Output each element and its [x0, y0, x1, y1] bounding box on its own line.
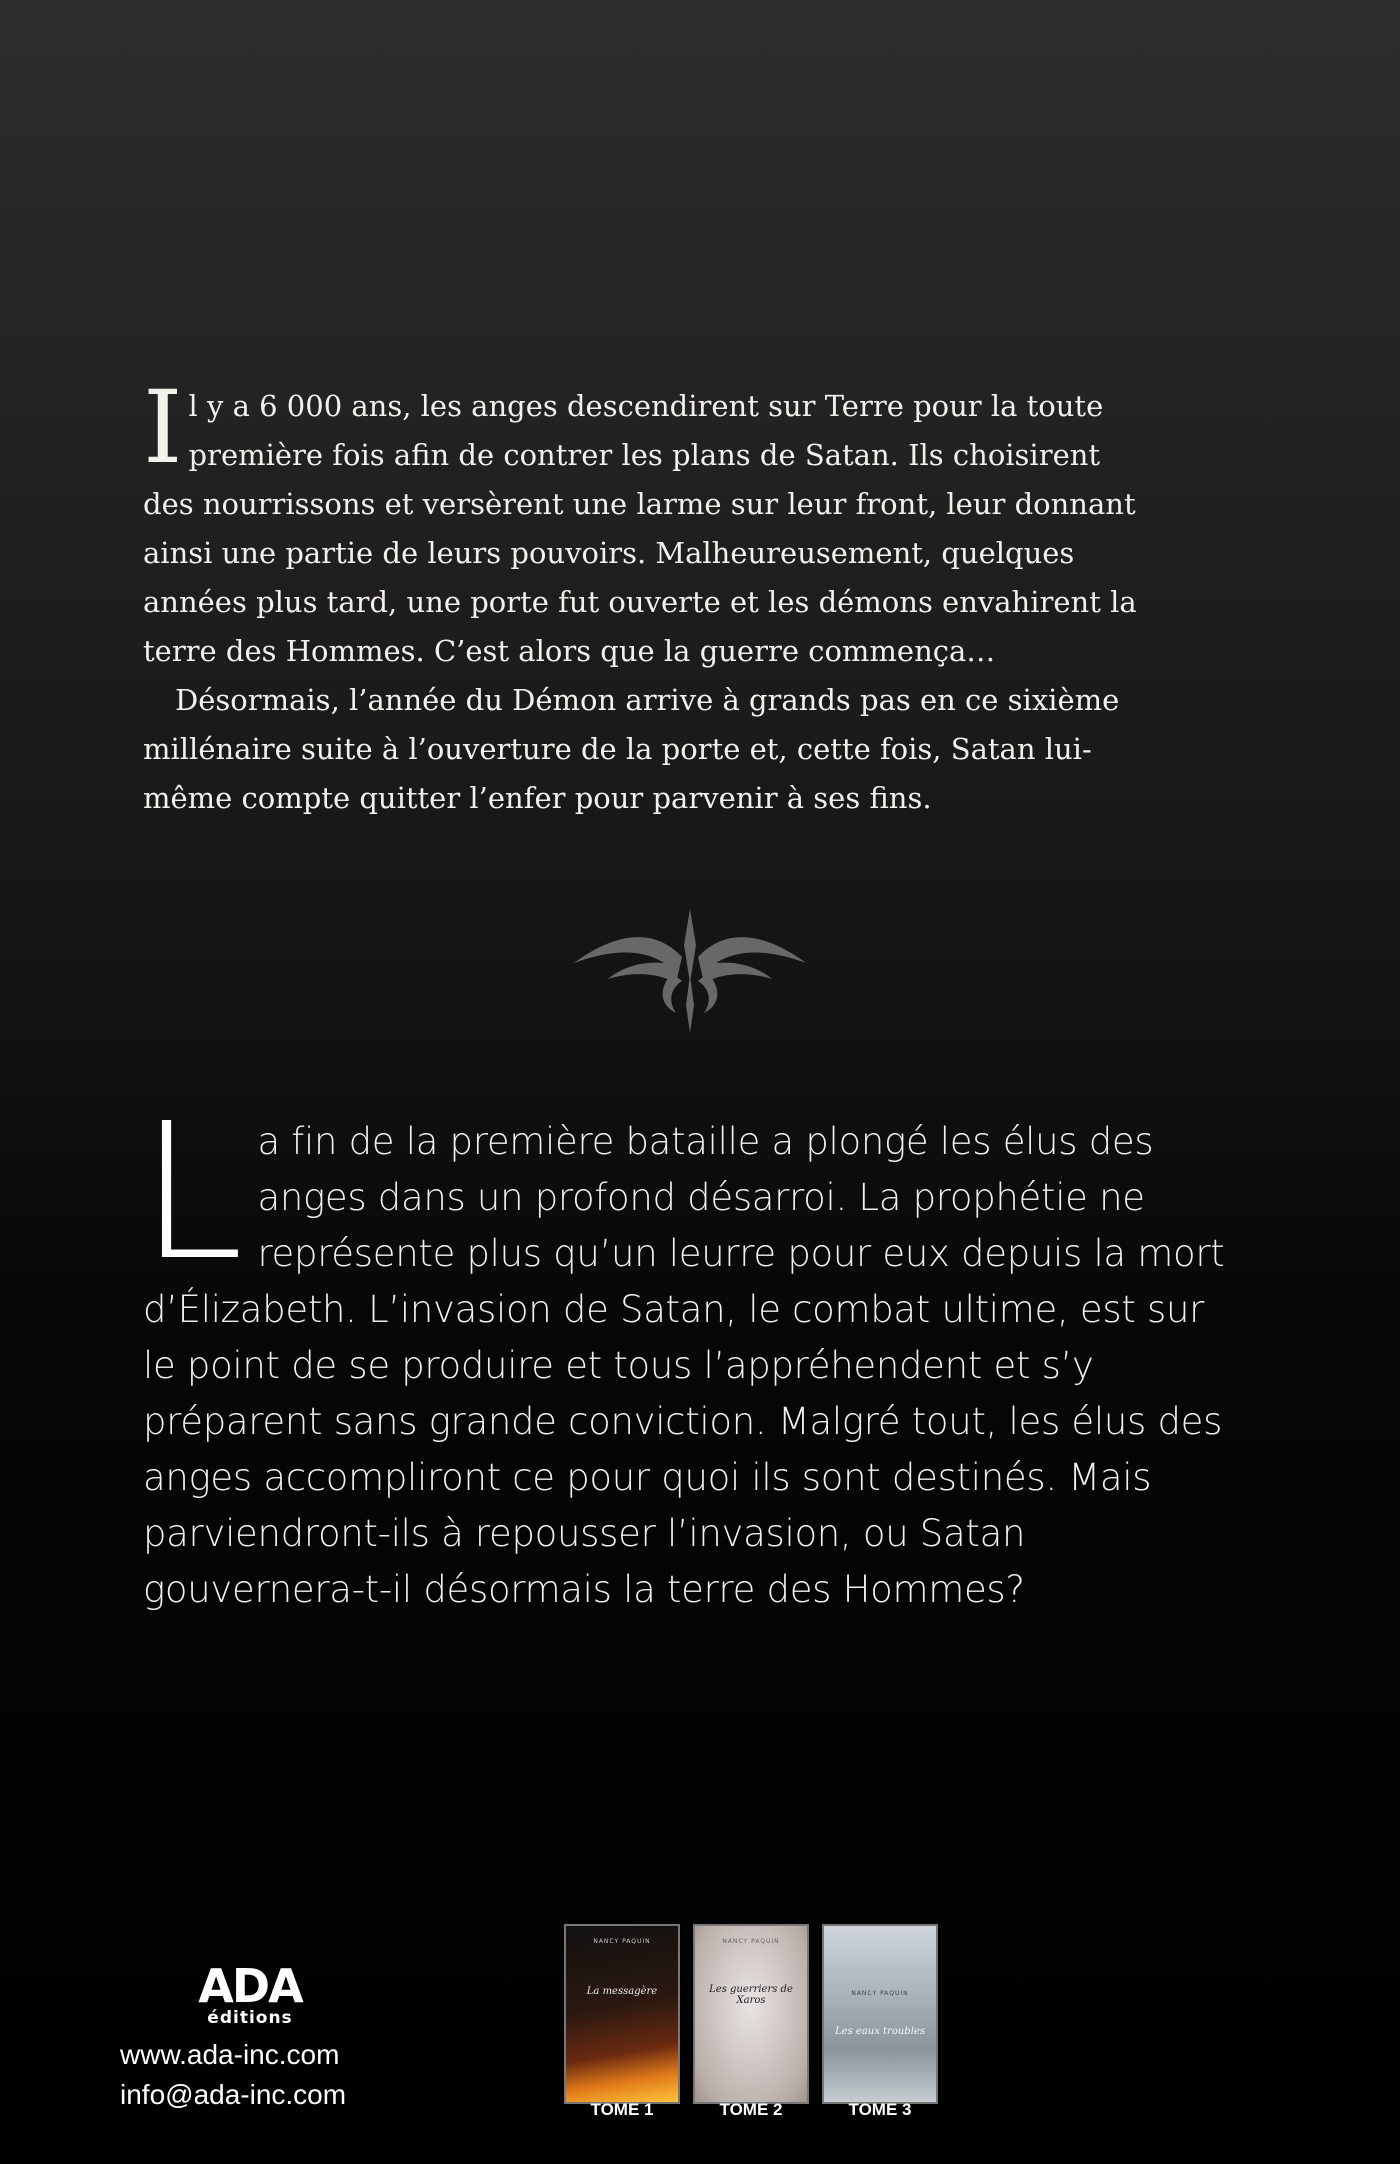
tome-1-label: TOME 1	[590, 2100, 654, 2119]
tribal-wing-ornament-icon	[572, 905, 808, 1035]
book-cover-tome-2[interactable]	[693, 1924, 809, 2104]
summary-paragraph-text: a fin de la première bataille a plongé les élus des anges dans un profond désarroi. La prophétie ne représente plus qu’un leurre pour eux depuis la mort d’Élizabeth. L’invasion de Satan, le combat ultime, est sur le point de se produire et tous l’appréhendent et s’y préparent sans grande conviction. Malgré tout, les élus des anges accompliront ce pour quoi ils sont destinés. Mais parviendront-ils à repousser l’invasion, ou Satan gouvernera-t-il désormais la terre des Hommes?	[143, 1120, 1225, 1611]
intro-paragraph-2: Désormais, l’année du Démon arrive à grands pas en ce sixième millénaire suite à l’ouverture de la porte et, cette fois, Satan lui-même compte quitter l’enfer pour parvenir à ses fins.	[143, 683, 1120, 815]
book-cover-title: La messagère	[586, 1986, 658, 1997]
intro-paragraph-1-text: l y a 6 000 ans, les anges descendirent sur Terre pour la toute première fois afin de contrer les plans de Satan. Ils choisirent des nourrissons et versèrent une larme sur leur front, leur donnant ainsi une partie de leurs pouvoirs. Malheureusement, quelques années plus tard, une porte fut ouverte et les démons envahirent la terre des Hommes. C’est alors que la guerre commença…	[143, 389, 1137, 668]
book-cover-title: Les eaux troubles	[835, 2026, 925, 2037]
publisher-website-link[interactable]: www.ada-inc.com	[120, 2039, 340, 2070]
intro-text	[143, 369, 1148, 823]
book-cover-author: NANCY PAQUIN	[722, 1938, 780, 1945]
publisher-contact	[120, 2035, 346, 2115]
book-cover-tome-3[interactable]	[822, 1924, 938, 2104]
publisher-email-link[interactable]: info@ada-inc.com	[120, 2079, 347, 2110]
intro-paragraph-1	[143, 369, 1148, 676]
publisher-logo-mark: ADA	[198, 1959, 302, 2013]
publisher-logo	[190, 1959, 310, 2028]
book-cover-tome-1[interactable]	[564, 1924, 680, 2104]
book-cover-title: Les guerriers de Xaros	[709, 1984, 793, 2006]
intro-dropcap: I	[143, 369, 183, 486]
book-cover-author: NANCY PAQUIN	[851, 1990, 909, 1997]
book-cover-author: NANCY PAQUIN	[593, 1938, 651, 1945]
summary-text	[139, 1083, 1243, 1618]
tome-3-label: TOME 3	[848, 2100, 912, 2119]
publisher-logo-sub: éditions	[207, 2008, 293, 2028]
summary-dropcap: L	[139, 1083, 244, 1302]
summary-paragraph	[139, 1083, 1243, 1618]
tome-2-label: TOME 2	[719, 2100, 783, 2119]
